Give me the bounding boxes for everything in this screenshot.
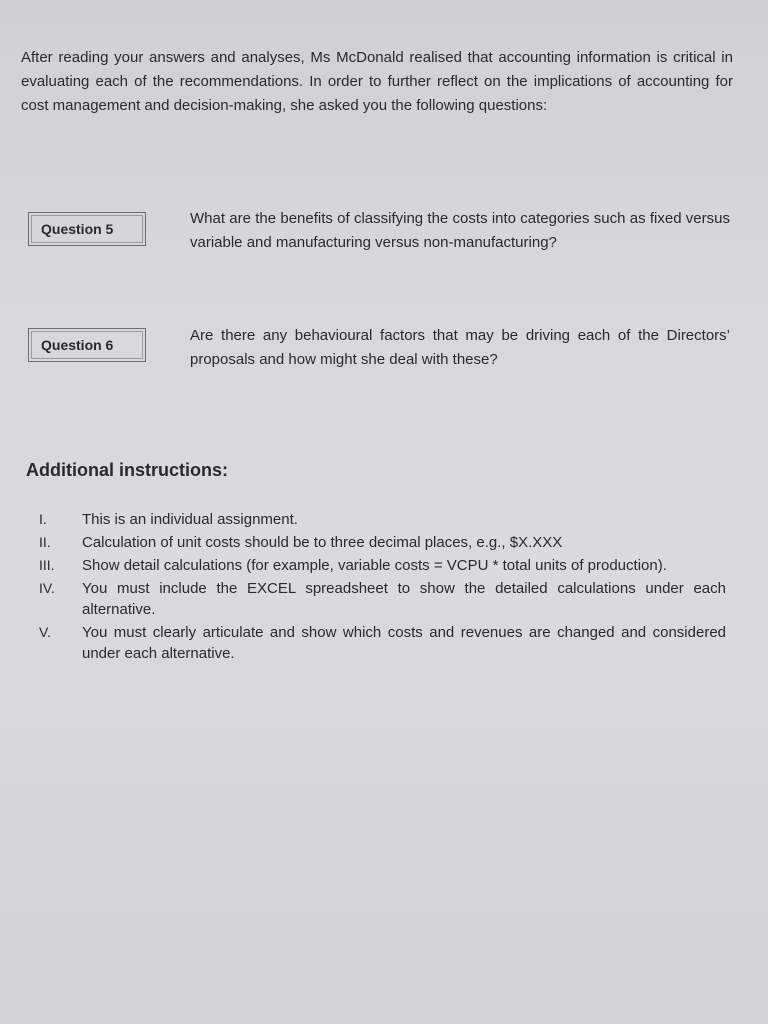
list-item: [26, 622, 726, 664]
list-item: [26, 578, 726, 620]
item-number: V.: [39, 624, 51, 640]
item-text: You must clearly articulate and show which costs and revenues are changed and considered under each alternative.: [82, 624, 726, 662]
question-5-text: What are the benefits of classifying the costs into categories such as fixed versus variable and manufacturing versus non-manufacturing?: [190, 210, 730, 251]
additional-instructions-heading: Additional instructions:: [26, 460, 228, 480]
instructions-list: [26, 509, 726, 666]
item-text: You must include the EXCEL spreadsheet to show the detailed calculations under each alternative.: [82, 580, 726, 618]
list-item: [26, 509, 726, 530]
intro-paragraph: After reading your answers and analyses, Ms McDonald realised that accounting information is critical in evaluating each of the recommendations. In order to further reflect on the implications of accounting for cost management and decision-making, she asked you the following questions:: [21, 49, 733, 114]
item-text: This is an individual assignment.: [82, 511, 298, 528]
item-text: Show detail calculations (for example, variable costs = VCPU * total units of production).: [82, 557, 667, 574]
item-number: III.: [39, 557, 55, 573]
item-number: I.: [39, 511, 47, 527]
question-5-label-box: [28, 212, 146, 246]
item-number: II.: [39, 534, 51, 550]
question-5-label: Question 5: [31, 215, 143, 243]
item-text: Calculation of unit costs should be to three decimal places, e.g., $X.XXX: [82, 534, 563, 551]
question-6-label: Question 6: [31, 331, 143, 359]
question-6-label-box: [28, 328, 146, 362]
list-item: [26, 555, 726, 576]
list-item: [26, 532, 726, 553]
question-6-text: Are there any behavioural factors that may be driving each of the Directors’ proposals and how might she deal with these?: [190, 327, 730, 368]
item-number: IV.: [39, 580, 55, 596]
